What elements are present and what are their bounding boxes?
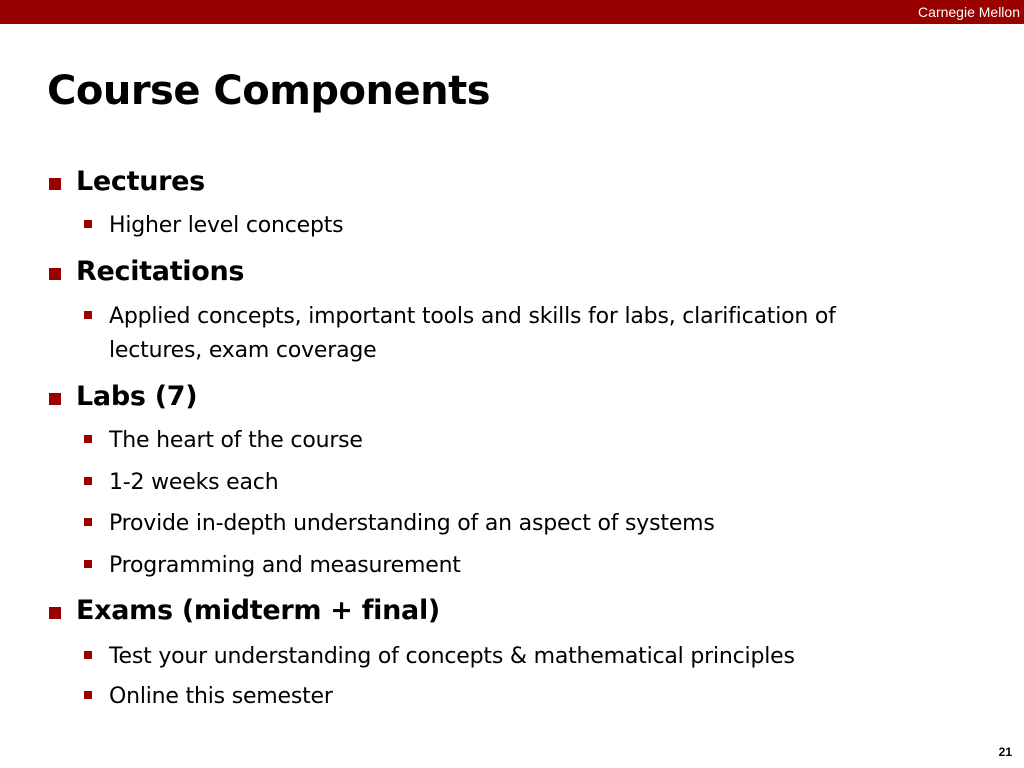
square-bullet-icon bbox=[84, 311, 92, 319]
list-item-text: Programming and measurement bbox=[109, 553, 461, 578]
list-item bbox=[84, 507, 904, 541]
square-bullet-icon bbox=[84, 477, 92, 485]
square-bullet-icon bbox=[84, 560, 92, 568]
section-label: Labs (7) bbox=[76, 381, 198, 412]
list-item bbox=[84, 466, 904, 500]
section-label: Recitations bbox=[76, 256, 245, 287]
square-bullet-icon bbox=[84, 220, 92, 228]
list-item bbox=[84, 424, 904, 458]
list-item-text: Test your understanding of concepts & mathematical principles bbox=[109, 644, 795, 669]
square-bullet-icon bbox=[84, 691, 92, 699]
square-bullet-icon bbox=[49, 268, 61, 280]
list-item-text: The heart of the course bbox=[109, 428, 363, 453]
square-bullet-icon bbox=[49, 178, 61, 190]
list-item bbox=[84, 209, 904, 243]
page-number: 21 bbox=[998, 745, 1012, 759]
list-item bbox=[84, 549, 904, 583]
header-bar bbox=[0, 0, 1024, 24]
list-item bbox=[84, 680, 904, 714]
square-bullet-icon bbox=[84, 651, 92, 659]
section-label: Lectures bbox=[76, 166, 205, 197]
list-item-text: Applied concepts, important tools and skills for labs, clarification of lectures, exam coverage bbox=[109, 304, 836, 363]
square-bullet-icon bbox=[49, 607, 61, 619]
square-bullet-icon bbox=[49, 393, 61, 405]
square-bullet-icon bbox=[84, 518, 92, 526]
square-bullet-icon bbox=[84, 435, 92, 443]
slide-title: Course Components bbox=[47, 68, 491, 114]
list-item-text: Provide in-depth understanding of an aspect of systems bbox=[109, 511, 715, 536]
list-item bbox=[84, 300, 904, 368]
list-item-text: 1-2 weeks each bbox=[109, 470, 279, 495]
list-item-text: Higher level concepts bbox=[109, 213, 344, 238]
brand-label: Carnegie Mellon bbox=[918, 4, 1020, 20]
list-item-text: Online this semester bbox=[109, 684, 333, 709]
section-label: Exams (midterm + final) bbox=[76, 595, 440, 626]
list-item bbox=[84, 640, 904, 674]
